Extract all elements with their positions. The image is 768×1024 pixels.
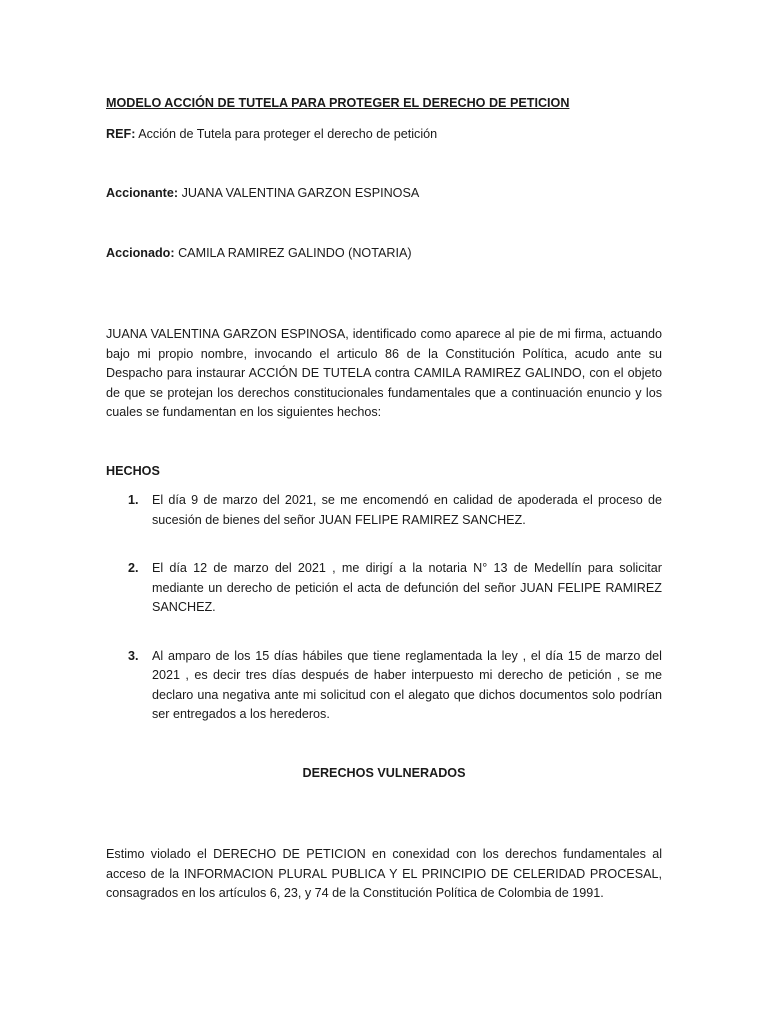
intro-paragraph: JUANA VALENTINA GARZON ESPINOSA, identificado como aparece al pie de mi firma, actuando bajo mi propio nombre, invocando el articulo 86 de la Constitución Política, acudo ante su Despacho para instaurar ACCIÓN DE TUTELA contra CAMILA RAMIREZ GALINDO, con el objeto de que se protejan los derechos constitucionales fundamentales que a continuación enuncio y los cuales se fundamentan en los siguientes hechos: [106, 327, 662, 419]
hecho-text: El día 12 de marzo del 2021 , me dirigí a la notaria N° 13 de Medellín para solicitar mediante un derecho de petición el acta de defunción del señor JUAN FELIPE RAMIREZ SANCHEZ. [152, 561, 662, 614]
closing-paragraph: Estimo violado el DERECHO DE PETICION en conexidad con los derechos fundamentales al acceso de la INFORMACION PLURAL PUBLICA Y EL PRINCIPIO DE CELERIDAD PROCESAL, consagrados en los artículos 6, 23, y 74 de la Constitución Política de Colombia de 1991. [106, 847, 662, 900]
accionado-line [106, 244, 662, 264]
hecho-text: Al amparo de los 15 días hábiles que tiene reglamentada la ley , el día 15 de marzo del 2021 , es decir tres días después de haber interpuesto mi derecho de petición , se me declaro una negativa ante mi solicitud con el alegato que dichos documentos solo podrían ser entregados a los herederos. [152, 648, 662, 721]
hechos-heading: HECHOS [106, 463, 160, 478]
accionante-label: Accionante: [106, 186, 179, 200]
accionante-line [106, 184, 662, 204]
document-title: MODELO ACCIÓN DE TUTELA PARA PROTEGER EL DERECHO DE PETICION [106, 96, 570, 110]
accionado-label: Accionado: [106, 245, 175, 260]
derechos-heading: DERECHOS VULNERADOS [302, 765, 466, 780]
hecho-text: El día 9 de marzo del 2021, se me encomendó en calidad de apoderada el proceso de sucesión de bienes del señor JUAN FELIPE RAMIREZ SANCHEZ. [152, 493, 662, 527]
hechos-list [106, 491, 662, 725]
hecho-item-3 [106, 647, 662, 725]
hecho-number: 3. [128, 648, 139, 663]
hecho-number: 1. [128, 493, 139, 507]
hecho-item-2 [106, 559, 662, 618]
hecho-item-1 [106, 491, 662, 530]
ref-label: REF: [106, 126, 136, 141]
accionado-value: CAMILA RAMIREZ GALINDO (NOTARIA) [174, 245, 412, 260]
ref-value: Acción de Tutela para proteger el derecho de petición [135, 126, 438, 141]
hecho-number: 2. [128, 561, 139, 575]
accionante-value: JUANA VALENTINA GARZON ESPINOSA [178, 186, 420, 200]
ref-line [106, 125, 662, 145]
